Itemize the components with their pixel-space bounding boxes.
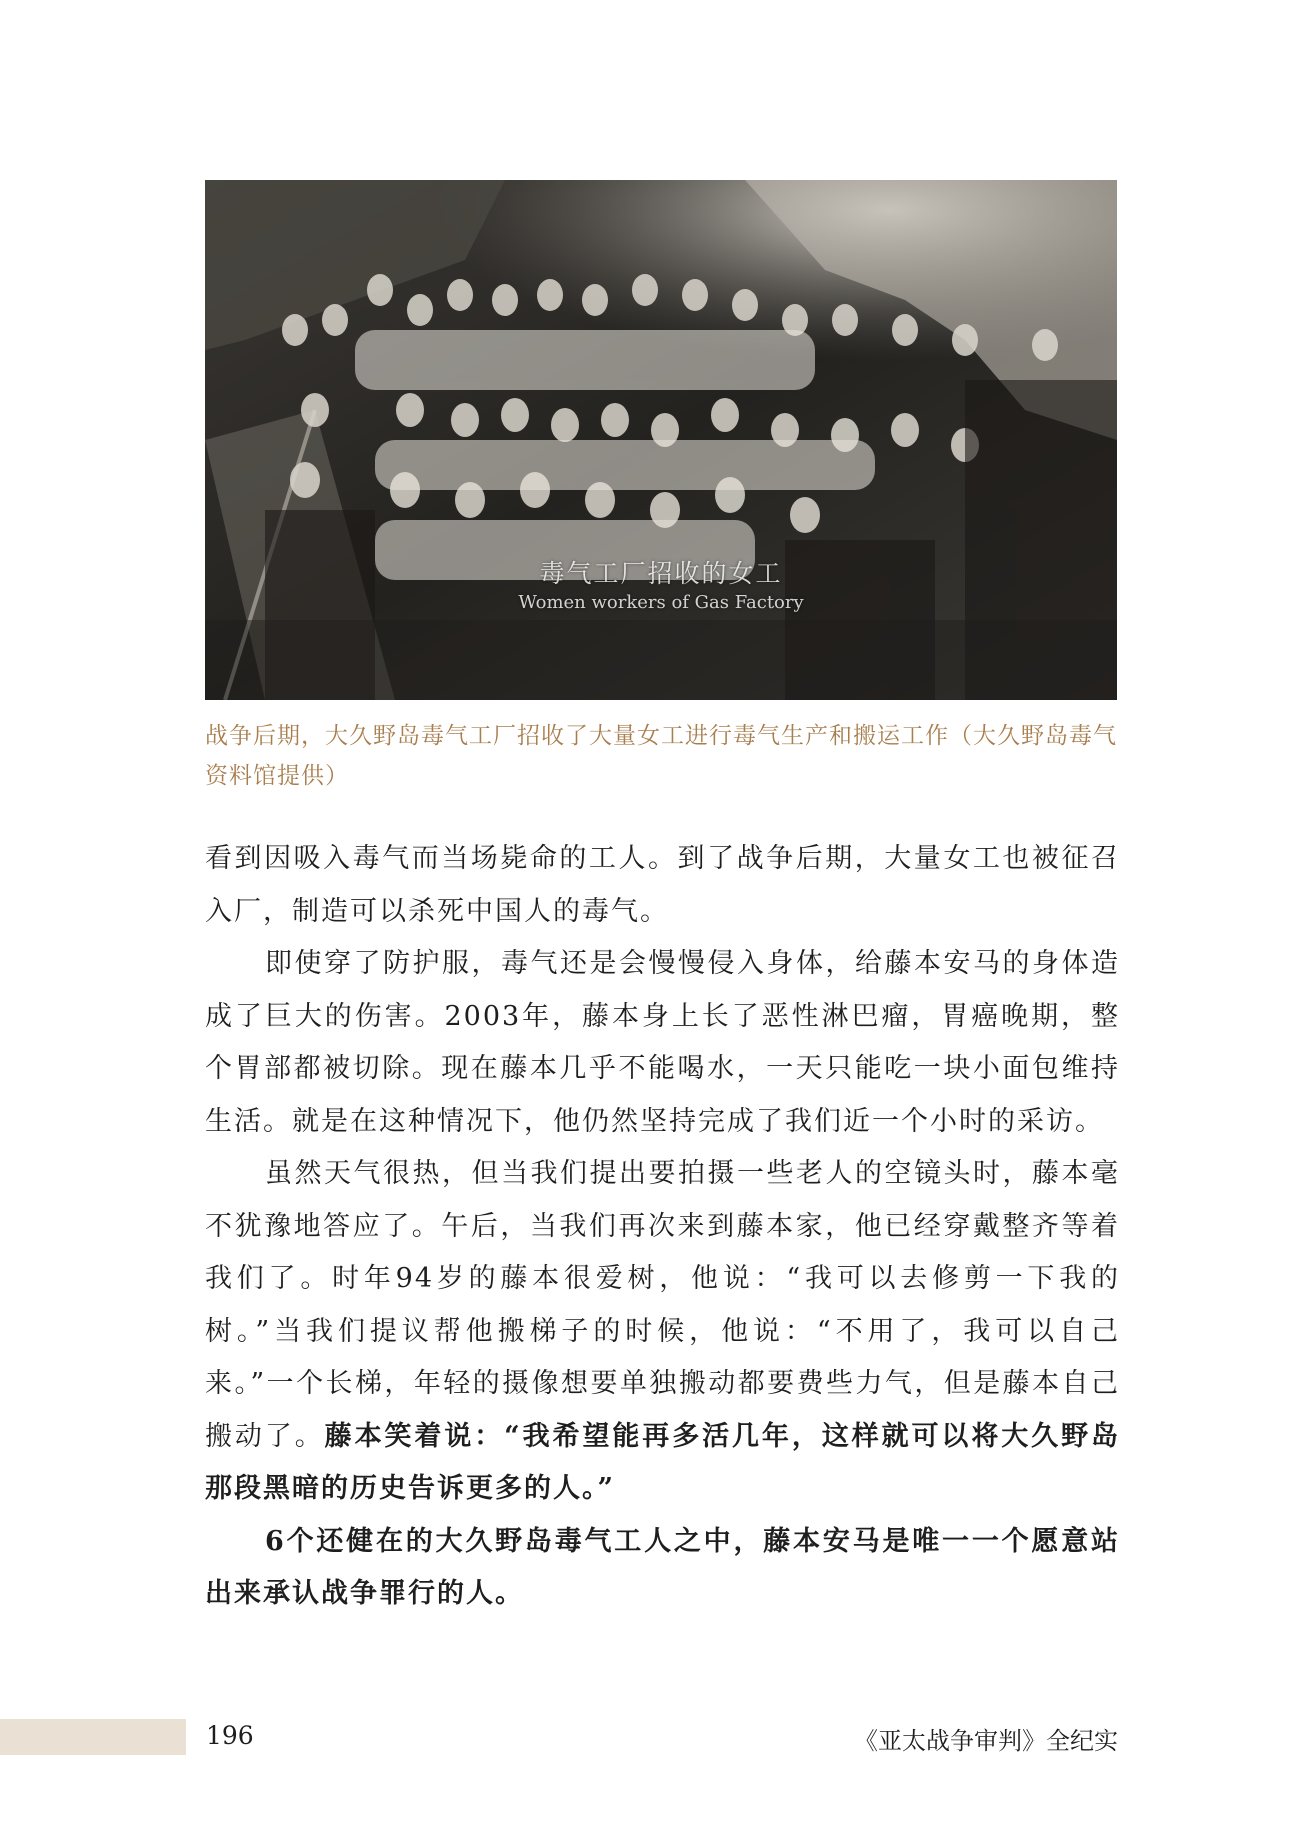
- photo-group-of-women-workers: [205, 180, 1117, 700]
- photo-caption-chinese: 毒气工厂招收的女工: [539, 559, 783, 588]
- footer-band: [0, 1719, 186, 1755]
- photo-caption-english: Women workers of Gas Factory: [518, 592, 804, 613]
- historical-photo: [205, 180, 1117, 700]
- page-number: 196: [206, 1721, 254, 1750]
- paragraph-1: 看到因吸入毒气而当场毙命的工人。到了战争后期，大量女工也被征召入厂，制造可以杀死中国人的毒气。: [205, 843, 1120, 927]
- running-footer-title: 《亚太战争审判》全纪实: [854, 1727, 1118, 1755]
- body-text: [205, 833, 1120, 1621]
- paragraph-3: [205, 1148, 1120, 1516]
- paragraph-3-bold-quote: 藤本笑着说：“我希望能再多活几年，这样就可以将大久野岛那段黑暗的历史告诉更多的人。”: [205, 1420, 1121, 1504]
- paragraph-2: 即使穿了防护服，毒气还是会慢慢侵入身体，给藤本安马的身体造成了巨大的伤害。2003年，藤本身上长了恶性淋巴瘤，胃癌晚期，整个胃部都被切除。现在藤本几乎不能喝水，一天只能吃一块小面包维持生活。就是在这种情况下，他仍然坚持完成了我们近一个小时的采访。: [205, 948, 1120, 1137]
- figure-caption: 战争后期，大久野岛毒气工厂招收了大量女工进行毒气生产和搬运工作（大久野岛毒气资料馆提供）: [205, 723, 1117, 789]
- paragraph-3-text: 虽然天气很热，但当我们提出要拍摄一些老人的空镜头时，藤本毫不犹豫地答应了。午后，当我们再次来到藤本家，他已经穿戴整齐等着我们了。时年94岁的藤本很爱树，他说：“我可以去修剪一下我的树。”当我们提议帮他搬梯子的时候，他说：“不用了，我可以自己来。”一个长梯，年轻的摄像想要单独搬动都要费些力气，但是藤本自己搬动了。: [205, 1158, 1120, 1452]
- paragraph-4: 6个还健在的大久野岛毒气工人之中，藤本安马是唯一一个愿意站出来承认战争罪行的人。: [205, 1525, 1120, 1609]
